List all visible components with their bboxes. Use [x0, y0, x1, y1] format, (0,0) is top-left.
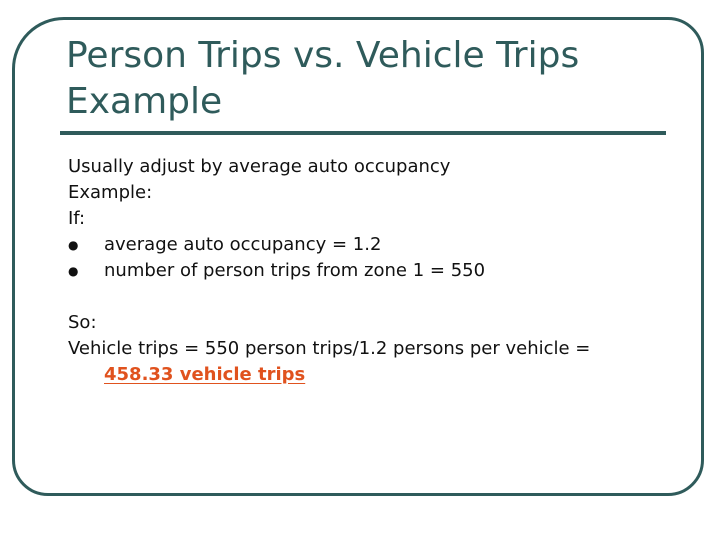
intro-text: Usually adjust by average auto occupancy	[68, 156, 451, 177]
result-equation: Vehicle trips = 550 person trips/1.2 persons per vehicle =	[68, 338, 591, 359]
so-label: So:	[68, 312, 97, 333]
if-label: If:	[68, 208, 86, 229]
bullet-dot-icon: ●	[68, 238, 79, 252]
bullet-item-occupancy	[68, 232, 688, 258]
slide-title-line-2: Example	[66, 81, 223, 122]
title-divider	[60, 131, 666, 135]
spacer	[68, 284, 688, 310]
result-value-line	[68, 362, 688, 388]
bullet-text-occupancy: average auto occupancy = 1.2	[104, 234, 382, 255]
slide-title-line-1: Person Trips vs. Vehicle Trips	[66, 35, 580, 76]
bullet-item-person-trips	[68, 258, 688, 284]
bullet-dot-icon: ●	[68, 264, 79, 278]
slide-title	[66, 33, 666, 125]
bullet-text-person-trips: number of person trips from zone 1 = 550	[104, 260, 486, 281]
example-label: Example:	[68, 182, 153, 203]
slide-body	[68, 154, 688, 388]
result-value: 458.33 vehicle trips	[104, 364, 306, 385]
